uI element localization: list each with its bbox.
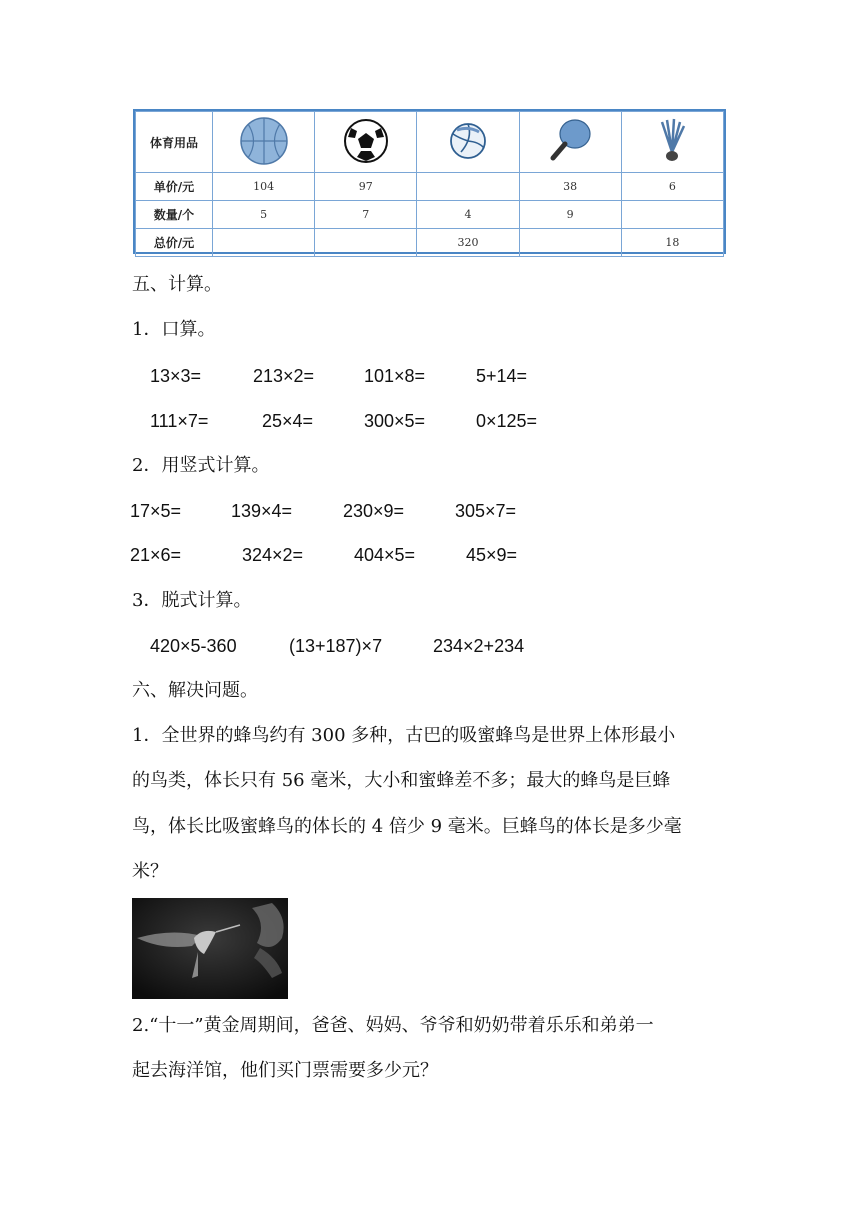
table-header-qty: 数量/个 [136, 201, 213, 229]
table-cell: 38 [519, 173, 621, 201]
expression: 305×7= [455, 501, 517, 521]
question-title: 1．口算。 [132, 319, 216, 340]
table-header-price: 单价/元 [136, 173, 213, 201]
basketball-icon [213, 112, 315, 173]
table-cell [417, 173, 519, 201]
problem-text-line: 米？ [132, 861, 168, 882]
ping-pong-paddle-icon [519, 112, 621, 173]
expression: 25×4= [262, 411, 314, 431]
table-cell: 9 [519, 201, 621, 229]
table-cell [519, 229, 621, 257]
hummingbird-photo [132, 898, 288, 999]
expression: 420×5-360 [150, 636, 237, 656]
expression: 5+14= [476, 366, 528, 386]
table-cell [315, 229, 417, 257]
table-header-item: 体育用品 [136, 112, 213, 173]
expression: 0×125= [476, 411, 538, 431]
table-row [136, 201, 724, 229]
table-cell: 18 [621, 229, 723, 257]
table-cell [213, 229, 315, 257]
table-row [136, 229, 724, 257]
table-cell: 4 [417, 201, 519, 229]
table-cell [621, 201, 723, 229]
table-row [136, 112, 724, 173]
expression: 101×8= [364, 366, 426, 386]
section-heading: 五、计算。 [132, 274, 222, 295]
price-table [133, 109, 726, 254]
table-cell: 5 [213, 201, 315, 229]
soccer-ball-icon [315, 112, 417, 173]
table-header-total: 总价/元 [136, 229, 213, 257]
table-cell: 7 [315, 201, 417, 229]
expression: 139×4= [231, 501, 293, 521]
problem-text-line: 鸟，体长比吸蜜蜂鸟的体长的 4 倍少 9 毫米。巨蜂鸟的体长是多少毫 [132, 816, 682, 837]
expression: (13+187)×7 [289, 636, 383, 656]
table-cell: 6 [621, 173, 723, 201]
shuttlecock-icon [621, 112, 723, 173]
table-cell: 320 [417, 229, 519, 257]
expression: 300×5= [364, 411, 426, 431]
table-cell: 97 [315, 173, 417, 201]
problem-text-line: 起去海洋馆，他们买门票需要多少元？ [132, 1060, 438, 1081]
question-title: 3．脱式计算。 [132, 590, 252, 611]
expression: 45×9= [466, 545, 518, 565]
table-cell: 104 [213, 173, 315, 201]
expression: 17×5= [130, 501, 182, 521]
problem-text-line: 的鸟类，体长只有 56 毫米，大小和蜜蜂差不多；最大的蜂鸟是巨蜂 [132, 770, 671, 791]
expression: 13×3= [150, 366, 202, 386]
expression: 111×7= [150, 411, 209, 431]
problem-text-line: 2.“十一”黄金周期间，爸爸、妈妈、爷爷和奶奶带着乐乐和弟弟一 [132, 1015, 654, 1036]
expression: 213×2= [253, 366, 315, 386]
table-row [136, 173, 724, 201]
expression: 404×5= [354, 545, 416, 565]
section-heading: 六、解决问题。 [132, 680, 258, 701]
expression: 324×2= [242, 545, 304, 565]
problem-text-line: 1．全世界的蜂鸟约有 300 多种，古巴的吸蜜蜂鸟是世界上体形最小 [132, 725, 676, 746]
expression: 234×2+234 [433, 636, 525, 656]
expression: 21×6= [130, 545, 182, 565]
volleyball-icon [417, 112, 519, 173]
expression: 230×9= [343, 501, 405, 521]
question-title: 2．用竖式计算。 [132, 455, 270, 476]
